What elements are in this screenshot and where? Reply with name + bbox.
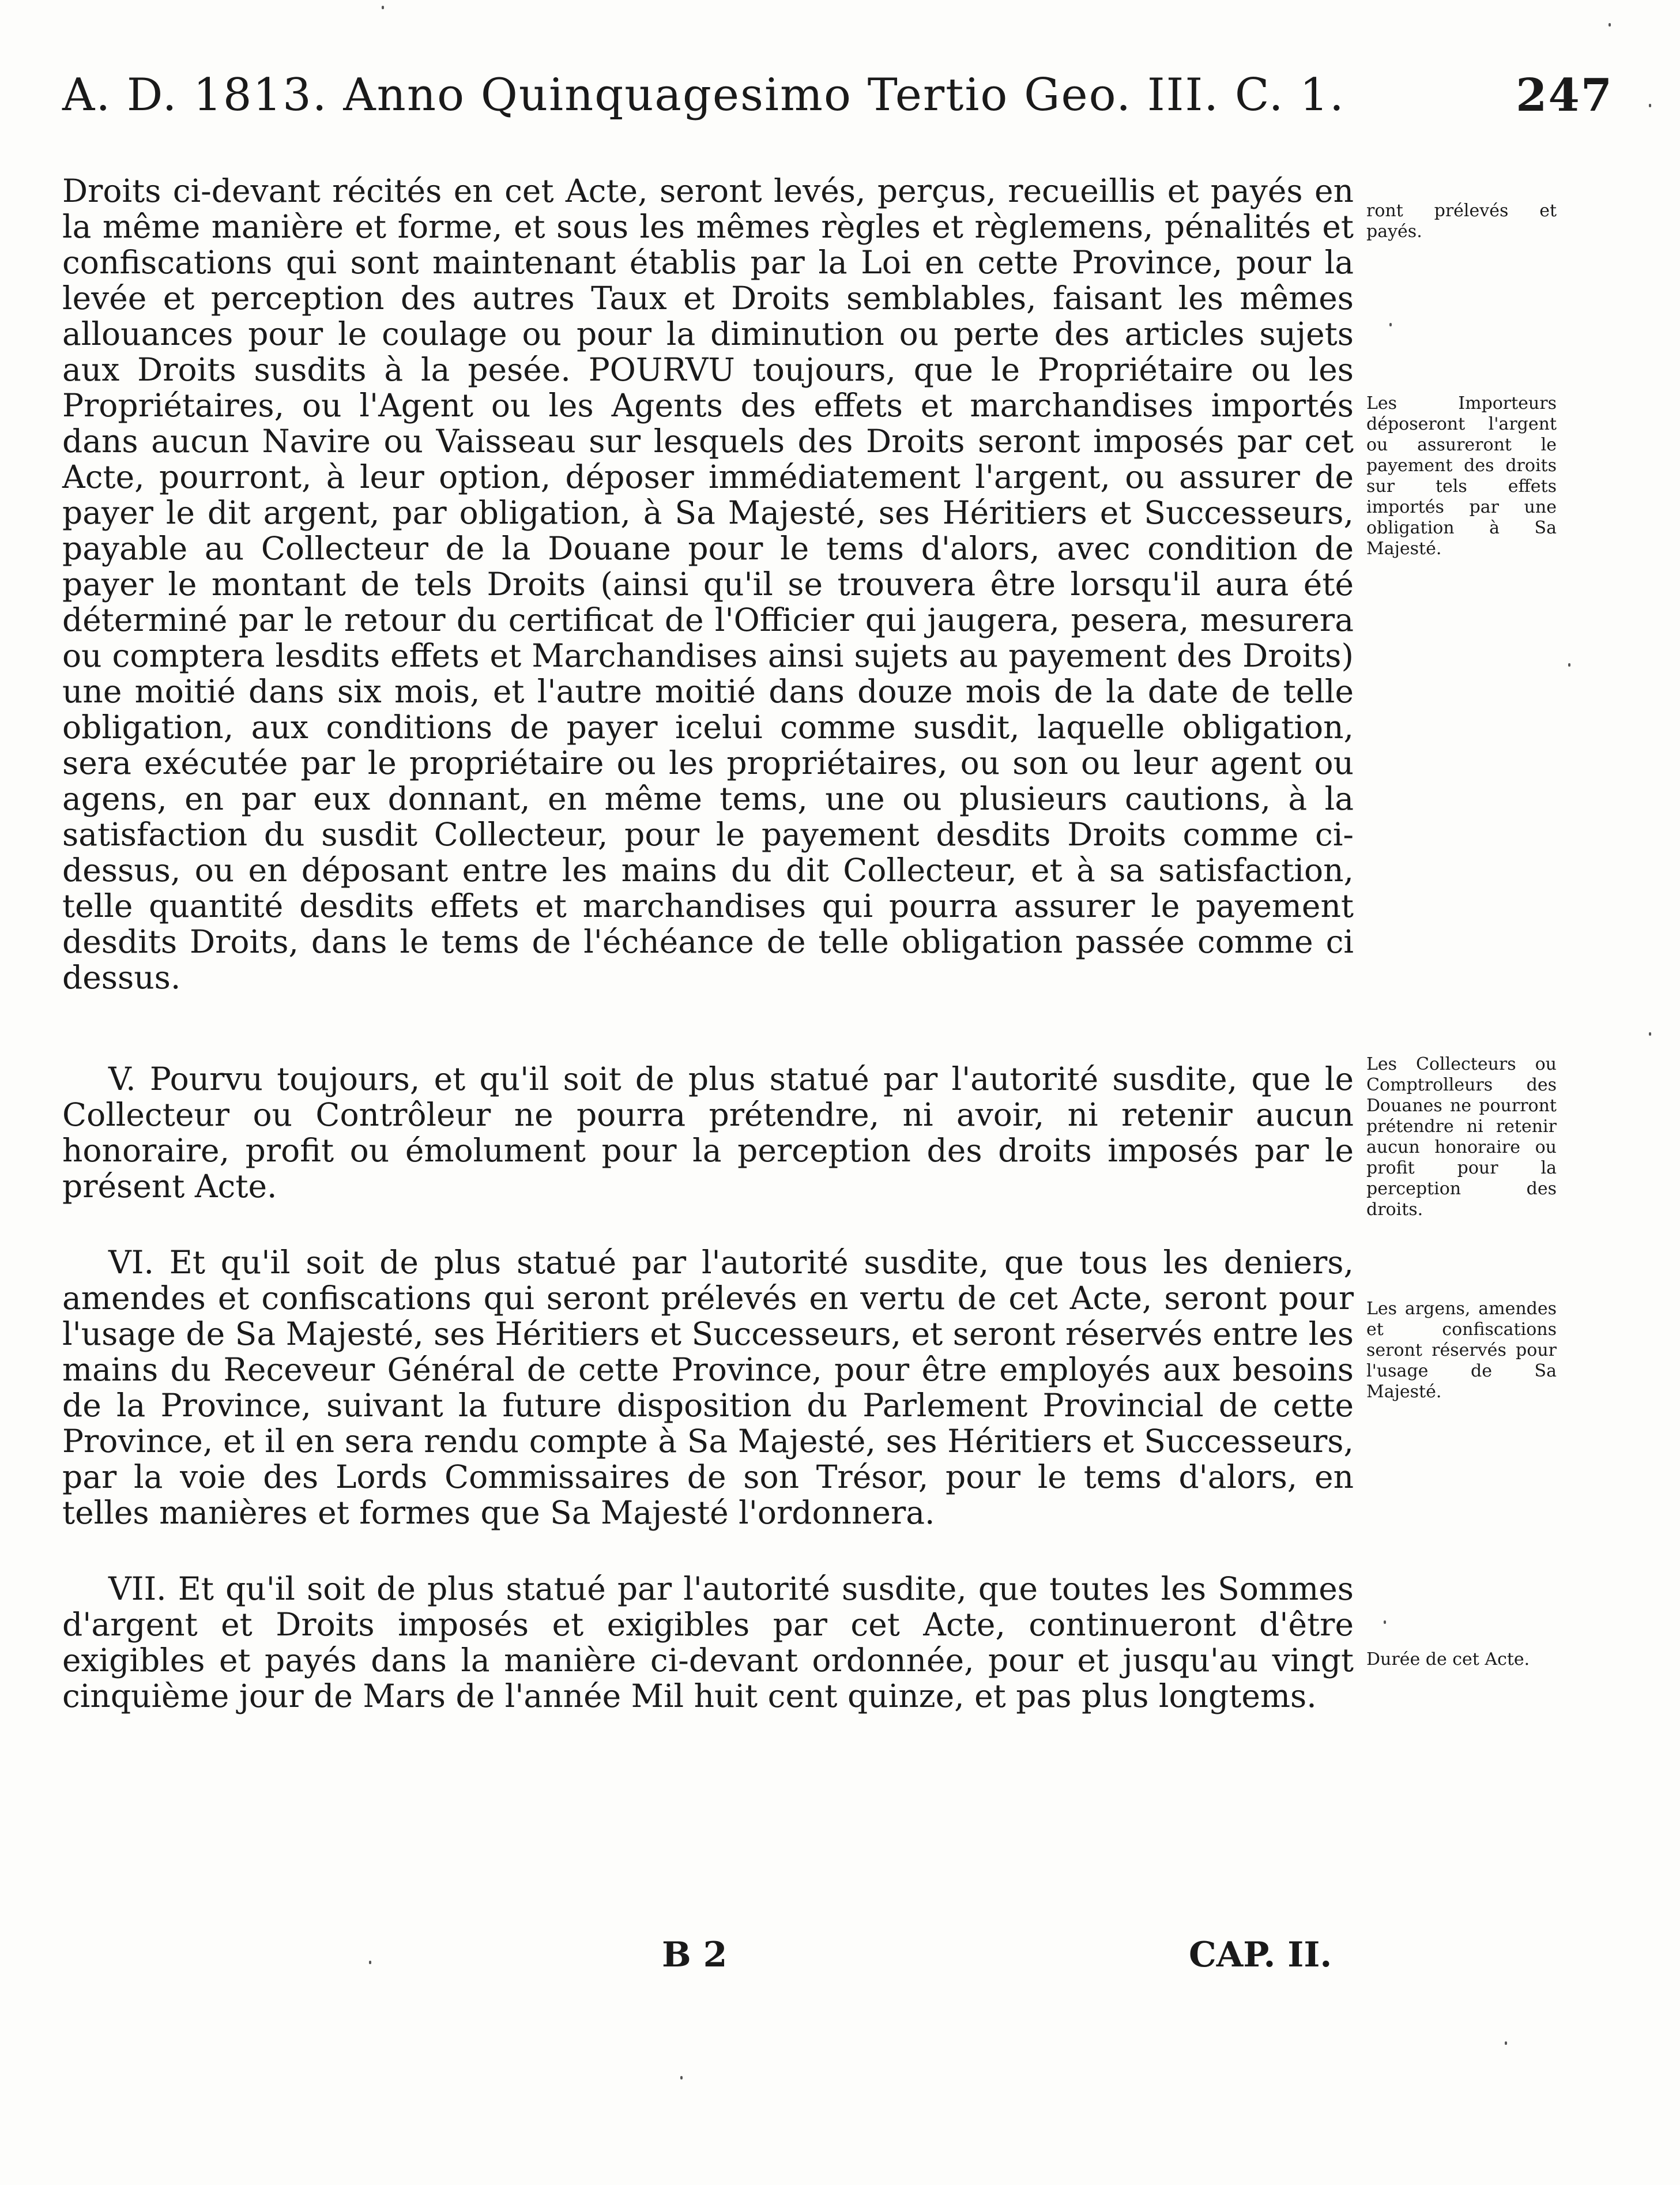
page-footer (0, 1935, 1680, 1987)
running-title: A. D. 1813. Anno Quinquagesimo Tertio Geo. III. C. 1. (62, 69, 1345, 121)
signature-mark: B 2 (662, 1935, 728, 1975)
section-vi: VI. Et qu'il soit de plus statué par l'autorité susdite, que tous les deniers, amendes et confiscations qui seront prélevés en vertu de cet Acte, seront pour l'usage de Sa Majesté, ses Héritiers et Successeurs, et seront réservés entre les mains du Receveur Général de cette Province, pour être employés aux besoins de la Province, suivant la future disposition du Parlement Provincial de cette Province, et il en sera rendu compte à Sa Majesté, ses Héritiers et Successeurs, par la voie des Lords Commissaires de son Trésor, pour le tems d'alors, en telles manières et formes que Sa Majesté l'ordonnera. (62, 1244, 1354, 1531)
page-number: 247 (1516, 69, 1613, 122)
scan-speck (1649, 1032, 1651, 1036)
section-vii: VII. Et qu'il soit de plus statué par l'autorité susdite, que toutes les Sommes d'argent et Droits imposés et exigibles par cet Acte, continueront d'être exigibles et payés dans la manière ci-devant ordonnée, pour et jusqu'au vingt cinquième jour de Mars de l'année Mil huit cent quinze, et pas plus longtems. (62, 1570, 1354, 1714)
scan-speck (1384, 1620, 1386, 1624)
running-head (62, 69, 1613, 150)
margin-note: Les Collecteurs ou Comptrolleurs des Douanes ne pourront prétendre ni retenir aucun honoraire ou profit pour la perception des droits. (1366, 1054, 1557, 1220)
scan-speck (1568, 663, 1570, 667)
scan-speck (680, 2076, 683, 2079)
scan-speck (1505, 2041, 1507, 2045)
scan-speck (1609, 23, 1611, 27)
scan-speck (1389, 323, 1392, 326)
margin-note: Durée de cet Acte. (1366, 1649, 1530, 1669)
margin-note: Les Importeurs déposeront l'argent ou assureront le payement des droits sur tels effets importés par une obligation à Sa Majesté. (1366, 393, 1557, 559)
continued-paragraph: Droits ci-devant récités en cet Acte, seront levés, perçus, recueillis et payés en la même manière et forme, et sous les mêmes règles et règlemens, pénalités et confiscations qui sont maintenant établis par la Loi en cette Province, pour la levée et perception des autres Taux et Droits semblables, faisant les mêmes allouances pour le coulage ou pour la diminution ou perte des articles sujets aux Droits susdits à la pesée. POURVU toujours, que le Propriétaire ou les Propriétaires, ou l'Agent ou les Agents des effets et marchandises importés dans aucun Navire ou Vaisseau sur lesquels des Droits seront imposés par cet Acte, pourront, à leur option, déposer immédiatement l'argent, ou assurer de payer le dit argent, par obligation, à Sa Majesté, ses Héritiers et Successeurs, payable au Collecteur de la Douane pour le tems d'alors, avec condition de payer le montant de tels Droits (ainsi qu'il se trouvera être lorsqu'il aura été déterminé par le retour du certificat de l'Officier qui jaugera, pesera, mesurera ou comptera lesdits effets et Marchandises ainsi sujets au payement des Droits) une moitié dans six mois, et l'autre moitié dans douze mois de la date de telle obligation, aux conditions de payer icelui comme susdit, laquelle obligation, sera exécutée par le propriétaire ou les propriétaires, ou son ou leur agent ou agens, en par eux donnant, en même tems, une ou plusieurs cautions, à la satisfaction du susdit Collecteur, pour le payement desdits Droits comme ci-dessus, ou en déposant entre les mains du dit Collecteur, et à sa satisfaction, telle quantité desdits effets et marchandises qui pourra assurer le payement desdits Droits, dans le tems de l'échéance de telle obligation passée comme ci dessus. (62, 172, 1354, 996)
section-v: V. Pourvu toujours, et qu'il soit de plus statué par l'autorité susdite, que le Collecteur ou Contrôleur ne pourra prétendre, ni avoir, ni retenir aucun honoraire, profit ou émolument pour la perception des droits imposés par le présent Acte. (62, 1060, 1354, 1205)
catchword: CAP. II. (1189, 1935, 1332, 1975)
scan-speck (369, 1961, 371, 1964)
scan-speck (382, 6, 384, 9)
scan-speck (1649, 104, 1651, 107)
margin-note: ront prélevés et payés. (1366, 201, 1557, 242)
main-text (62, 173, 1354, 1714)
margin-note: Les argens, amendes et confiscations seront réservés pour l'usage de Sa Majesté. (1366, 1299, 1557, 1402)
